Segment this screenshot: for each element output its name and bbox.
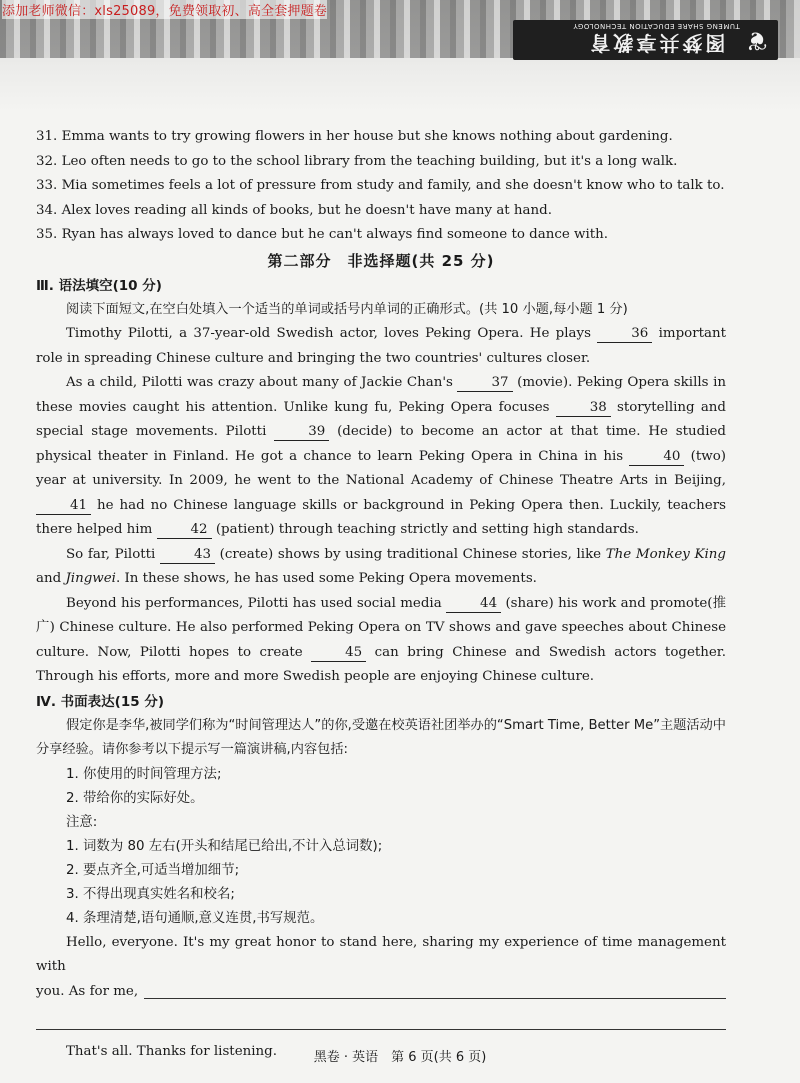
section-four-title: Ⅳ. 书面表达(15 分) xyxy=(36,693,164,710)
note-item: 1. 词数为 80 左右(开头和结尾已给出,不计入总词数); xyxy=(66,838,383,854)
passage-paragraph-3: So far, Pilotti 43 (create) shows by using traditional Chinese stories, like The Monkey King and Jingwei. In these shows, he has used some Peking Opera movements. xyxy=(36,546,726,586)
note-item: 4. 条理清楚,语句通顺,意义连贯,书写规范。 xyxy=(66,910,324,926)
passage-paragraph-2: As a child, Pilotti was crazy about many of Jackie Chan's 37 (movie). Peking Opera skills in these movies caught his attention. Unlike kung fu, Peking Opera focuses 38 storytelling and special stage movements. Pilotti 39 (decide) to become an actor at that time. He studied physical theater in Finland. He got a chance to learn Peking Opera in China in his 40 (two) year at university. In 2009, he went to the National Academy of Chinese Theatre Arts in Beijing, 41 he had no Chinese language skills or background in Peking Opera then. Luckily, teachers there helped him 42 (patient) through teaching strictly and setting high standards. xyxy=(36,375,726,537)
brand-text xyxy=(573,22,740,59)
brand-banner xyxy=(513,20,778,60)
writing-point: 1. 你使用的时间管理方法; xyxy=(66,766,222,782)
part-two-title: 第二部分 非选择题(共 25 分) xyxy=(267,251,495,270)
blank-44[interactable]: 44 xyxy=(446,596,501,613)
blank-38[interactable]: 38 xyxy=(556,400,611,417)
note-item: 3. 不得出现真实姓名和校名; xyxy=(66,886,235,902)
question-item: 32. Leo often needs to go to the school library from the teaching building, but it's a long walk. xyxy=(36,153,678,169)
blank-42[interactable]: 42 xyxy=(157,522,212,539)
question-list xyxy=(36,125,726,248)
blank-41[interactable]: 41 xyxy=(36,498,91,515)
blank-39[interactable]: 39 xyxy=(274,424,329,441)
page-content xyxy=(36,125,726,1065)
answer-line[interactable] xyxy=(36,1028,726,1030)
brand-subtitle: TUMENG SHARE EDUCATION TECHNOLOGY xyxy=(573,21,741,30)
page-footer: 黑卷 · 英语 第 6 页(共 6 页) xyxy=(313,1050,487,1065)
blank-43[interactable]: 43 xyxy=(160,547,215,564)
question-item: 31. Emma wants to try growing flowers in her house but she knows nothing about gardening. xyxy=(36,129,673,144)
passage-paragraph-1: Timothy Pilotti, a 37-year-old Swedish actor, loves Peking Opera. He plays 36 important role in spreading Chinese culture and bringing the two countries' cultures closer. xyxy=(36,326,726,366)
blank-37[interactable]: 37 xyxy=(457,375,512,392)
brand-name: 图梦共享教育 xyxy=(587,30,726,55)
writing-prompt: 假定你是李华,被同学们称为“时间管理达人”的你,受邀在校英语社团举办的“Smart Time, Better Me”主题活动中分享经验。请你参考以下提示写一篇演讲稿,内容包括: xyxy=(36,717,726,757)
blank-36[interactable]: 36 xyxy=(597,326,652,343)
watermark-text: 添加老师微信：xls25089，免费领取初、高全套押题卷 xyxy=(2,0,327,19)
section-three-title: Ⅲ. 语法填空(10 分) xyxy=(36,277,162,294)
note-label: 注意: xyxy=(66,814,98,830)
answer-line[interactable] xyxy=(144,998,726,999)
question-item: 35. Ryan has always loved to dance but he can't always find someone to dance with. xyxy=(36,227,609,242)
passage-paragraph-4: Beyond his performances, Pilotti has used social media 44 (share) his work and promote(推广) Chinese culture. He also performed Peking Opera on TV shows and gave speeches about Chinese culture. Now, Pilotti hopes to create 45 can bring Chinese and Swedish actors together. Through his efforts, more and more Swedish people are enjoying Chinese culture. xyxy=(36,595,726,684)
essay-opening: Hello, everyone. It's my great honor to stand here, sharing my experience of time management with xyxy=(36,934,726,974)
essay-closing: That's all. Thanks for listening. xyxy=(66,1044,277,1059)
blank-40[interactable]: 40 xyxy=(629,449,684,466)
blank-45[interactable]: 45 xyxy=(311,645,366,662)
writing-point: 2. 带给你的实际好处。 xyxy=(66,790,204,806)
note-item: 2. 要点齐全,可适当增加细节; xyxy=(66,862,240,878)
brand-logo-icon: ❦ xyxy=(746,25,768,55)
question-item: 33. Mia sometimes feels a lot of pressure from study and family, and she doesn't know who to talk to. xyxy=(36,178,725,193)
question-item: 34. Alex loves reading all kinds of books, but he doesn't have many at hand. xyxy=(36,202,552,218)
essay-opening-continued: you. As for me, xyxy=(36,980,726,1005)
section-three-instruction: 阅读下面短文,在空白处填入一个适当的单词或括号内单词的正确形式。(共 10 小题,每小题 1 分) xyxy=(66,301,628,317)
